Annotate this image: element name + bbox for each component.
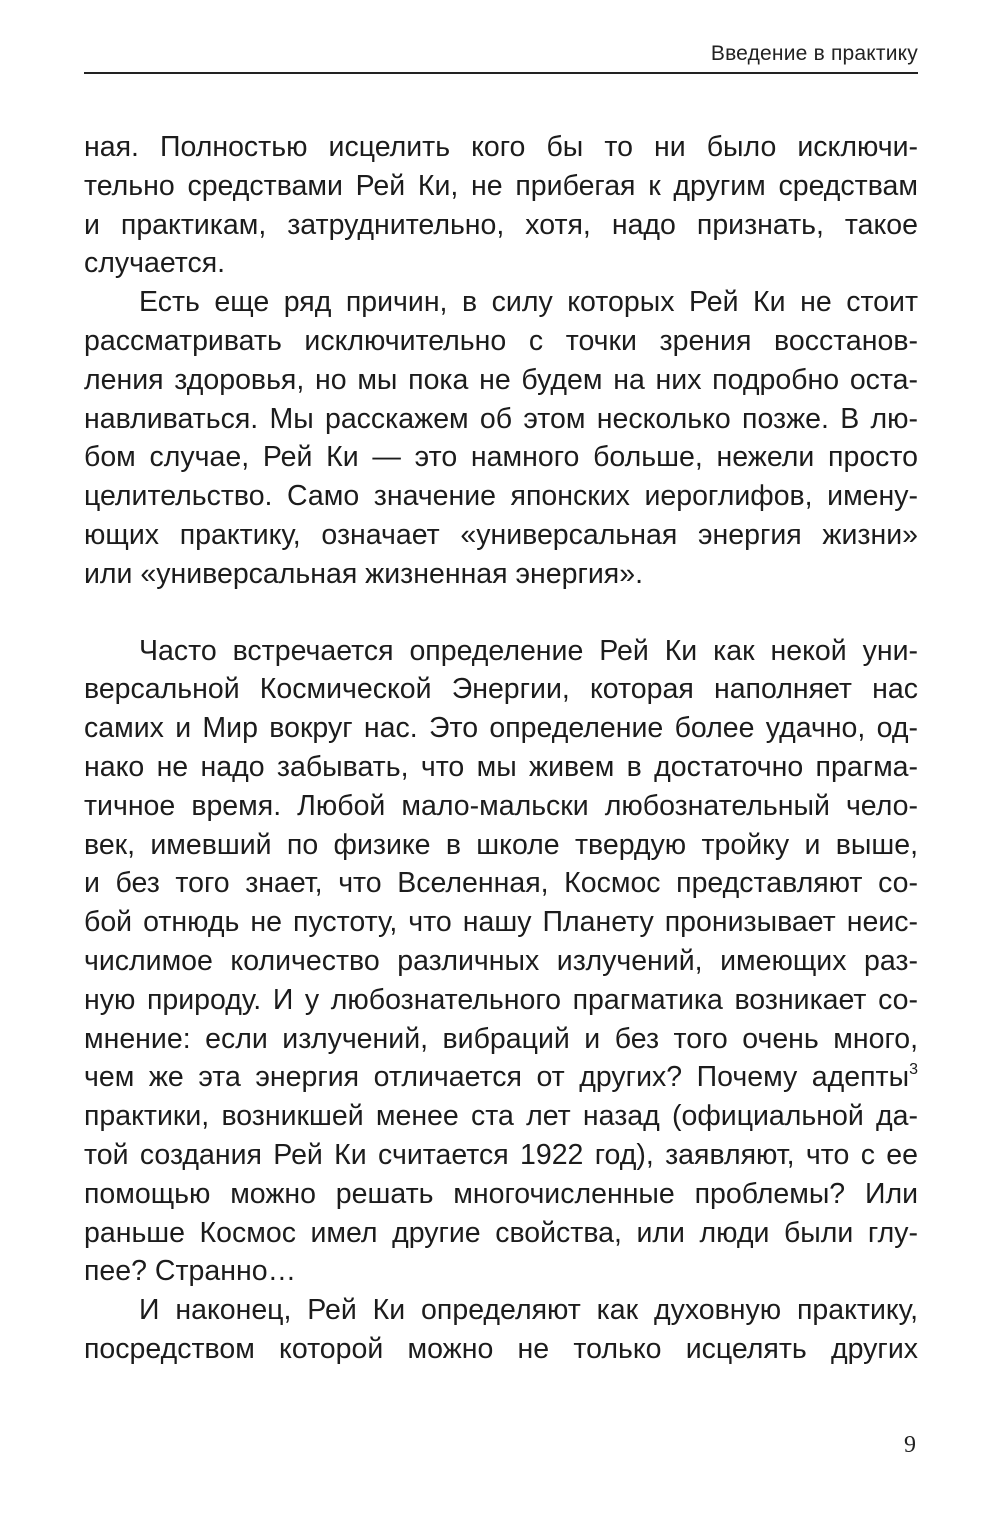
running-head: Введение в практику [710, 42, 918, 65]
paragraph-3 [84, 632, 918, 1292]
text-line: тельно средствами Рей Ки, не прибегая к другим средствам [84, 169, 918, 202]
text-line: тичное время. Любой мало-мальски любознательный чело- [84, 789, 918, 822]
text-line: той создания Рей Ки считается 1922 год), заявляют, что с ее [84, 1138, 918, 1171]
text-line: случается. [84, 247, 226, 280]
text-line: пее? Странно… [84, 1255, 297, 1288]
text-line: версальной Космической Энергии, которая наполняет нас [84, 673, 918, 706]
text-line: раньше Космос имел другие свойства, или люди были глу- [84, 1216, 918, 1249]
text-line: посредством которой можно не только исцелять других [84, 1332, 918, 1365]
header-rule [84, 72, 918, 74]
text-line: Часто встречается определение Рей Ки как некой уни- [139, 634, 918, 667]
text-line: самих и Мир вокруг нас. Это определение более удачно, од- [84, 712, 918, 745]
text-line: ная. Полностью исцелить кого бы то ни было исключи- [84, 131, 918, 163]
text-line: ющих практику, означает «универсальная энергия жизни» [84, 518, 918, 551]
text-line: век, имевший по физике в школе твердую тройку и выше, [84, 828, 918, 861]
text-line: ную природу. И у любознательного прагматика возникает со- [84, 983, 918, 1016]
text-line: бом случае, Рей Ки — это намного больше, нежели просто [84, 441, 918, 474]
text-line: практики, возникшей менее ста лет назад (официальной да- [84, 1100, 918, 1133]
text-line: Есть еще ряд причин, в силу которых Рей Ки не стоит [139, 286, 918, 319]
text-line: навливаться. Мы расскажем об этом несколько позже. В лю- [84, 402, 918, 435]
text-line: нако не надо забывать, что мы живем в достаточно прагма- [84, 750, 918, 783]
text-line: бой отнюдь не пустоту, что нашу Планету пронизывает неис- [84, 906, 918, 939]
text-line: чем же эта энергия отличается от других? Почему адепты [84, 1061, 910, 1094]
text-line: помощью можно решать многочисленные проблемы? Или [84, 1177, 918, 1210]
text-line: мнение: если излучений, вибраций и без того очень много, [84, 1022, 918, 1055]
text-line: и практикам, затруднительно, хотя, надо признать, такое [84, 208, 918, 241]
section-gap [84, 594, 918, 632]
text-line: рассматривать исключительно с точки зрения восстанов- [84, 324, 918, 357]
text-line: целительство. Само значение японских иероглифов, имену- [84, 480, 918, 513]
footnote-marker[interactable]: 3 [909, 1061, 918, 1079]
text-line: и без того знает, что Вселенная, Космос представляют со- [84, 867, 918, 900]
text-line: числимое количество различных излучений, имеющих раз- [84, 944, 918, 977]
text-line: или «универсальная жизненная энергия». [84, 557, 644, 590]
page-number: 9 [904, 1432, 916, 1458]
text-line: ления здоровья, но мы пока не будем на них подробно оста- [84, 363, 918, 396]
paragraph-4 [84, 1291, 918, 1369]
paragraph-1 [84, 128, 918, 283]
text-line-with-footnote [84, 1058, 918, 1097]
text-line: И наконец, Рей Ки определяют как духовную практику, [139, 1294, 918, 1327]
body-text [84, 128, 918, 1369]
paragraph-2 [84, 283, 918, 593]
